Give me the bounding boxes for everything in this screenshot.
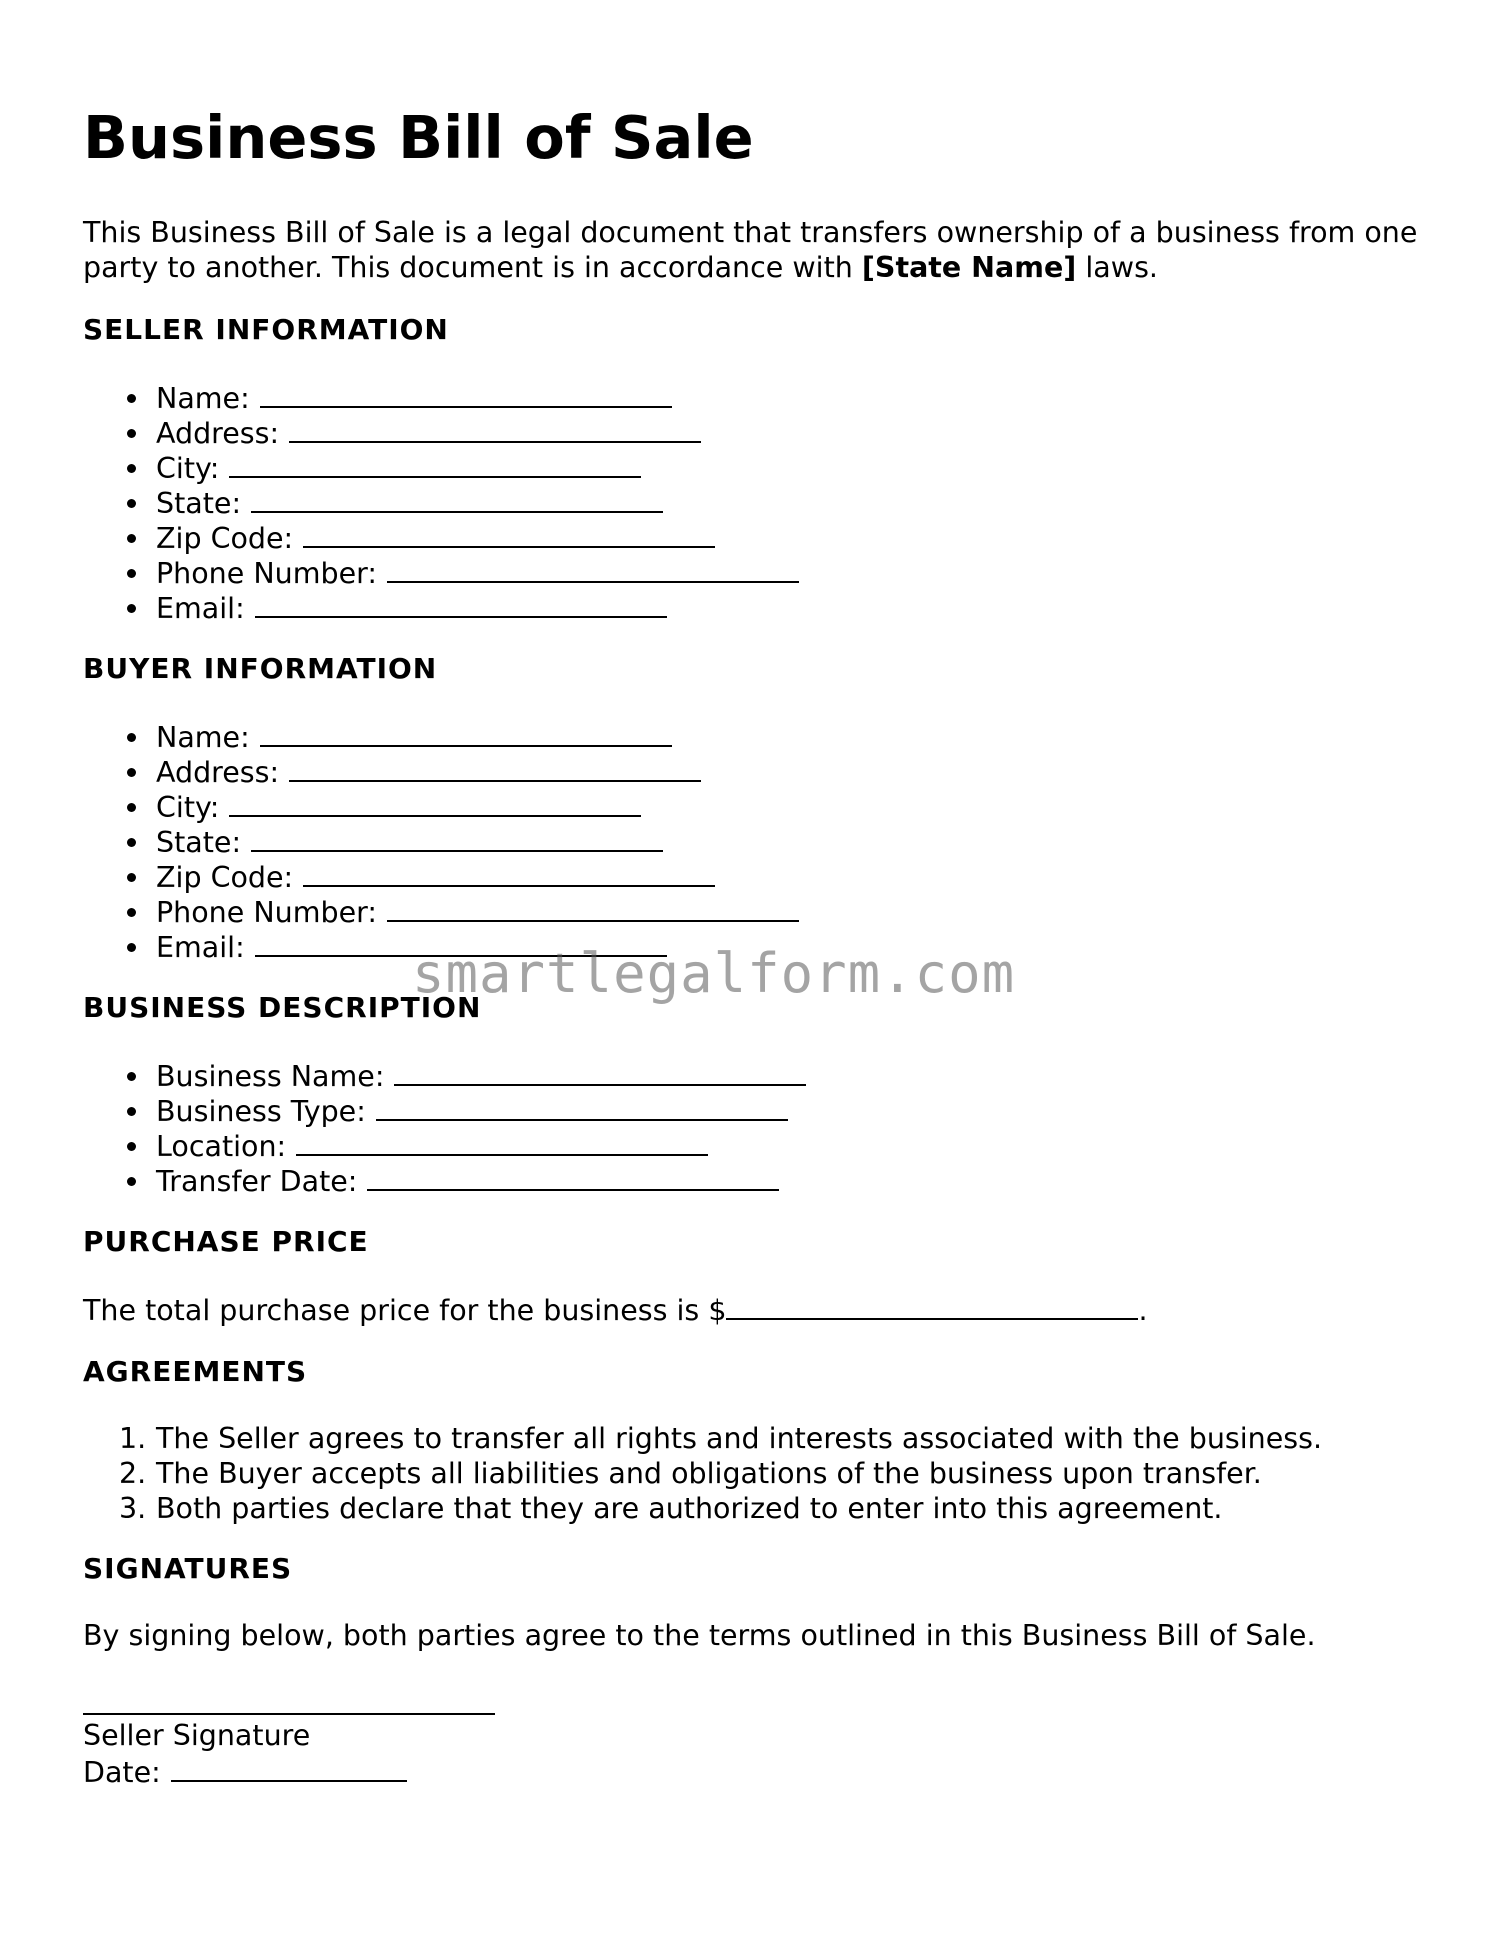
agreement-item: [83, 1421, 1322, 1456]
buyer-name-field[interactable]: [83, 718, 799, 753]
buyer-state-field[interactable]: [83, 823, 799, 858]
signatures-heading: SIGNATURES: [83, 1552, 293, 1585]
field-label: State:: [156, 487, 242, 520]
blank-line[interactable]: [251, 484, 663, 513]
field-label: State:: [156, 826, 242, 859]
signature-date-row: [83, 1753, 407, 1790]
seller-address-field[interactable]: [83, 414, 799, 449]
field-label: Location:: [156, 1130, 287, 1163]
agreement-text: The Seller agrees to transfer all rights and interests associated with the business.: [156, 1422, 1323, 1455]
intro-text-end: laws.: [1076, 251, 1158, 284]
seller-state-field[interactable]: [83, 484, 799, 519]
agreements-list: [83, 1421, 1322, 1526]
field-label: Phone Number:: [156, 896, 377, 929]
purchase-price-blank[interactable]: [726, 1291, 1138, 1320]
field-label: Address:: [156, 417, 280, 450]
purchase-heading: PURCHASE PRICE: [83, 1225, 369, 1258]
blank-line[interactable]: [387, 554, 799, 583]
agreements-heading: AGREEMENTS: [83, 1355, 308, 1388]
agreement-text: Both parties declare that they are authorized to enter into this agreement.: [156, 1492, 1223, 1525]
field-label: Business Name:: [156, 1060, 385, 1093]
purchase-end: .: [1138, 1294, 1148, 1327]
business-fields-list: [83, 1057, 806, 1197]
blank-line[interactable]: [289, 753, 701, 782]
seller-signature-line[interactable]: [83, 1713, 495, 1715]
field-label: Name:: [156, 382, 250, 415]
buyer-city-field[interactable]: [83, 788, 799, 823]
field-label: Phone Number:: [156, 557, 377, 590]
business-heading: BUSINESS DESCRIPTION: [83, 991, 482, 1024]
blank-line[interactable]: [376, 1092, 788, 1121]
blank-line[interactable]: [229, 788, 641, 817]
intro-text-start: This Business Bill of Sale is a legal document that transfers ownership of a business from one party to another. This document is in accordance with: [83, 216, 1418, 284]
seller-city-field[interactable]: [83, 449, 799, 484]
buyer-fields-list: [83, 718, 799, 963]
purchase-price-line: [83, 1291, 1148, 1328]
agreement-number: 3.: [119, 1492, 147, 1525]
buyer-zip-field[interactable]: [83, 858, 799, 893]
field-label: Email:: [156, 931, 245, 964]
blank-line[interactable]: [255, 589, 667, 618]
watermark-text: smartlegalform.com: [412, 942, 1016, 1005]
blank-line[interactable]: [289, 414, 701, 443]
field-label: Zip Code:: [156, 522, 294, 555]
field-label: City:: [156, 791, 220, 824]
buyer-heading: BUYER INFORMATION: [83, 652, 438, 685]
buyer-phone-field[interactable]: [83, 893, 799, 928]
purchase-text: The total purchase price for the business is $: [83, 1294, 727, 1327]
blank-line[interactable]: [229, 449, 641, 478]
blank-line[interactable]: [260, 379, 672, 408]
transfer-date-field[interactable]: [83, 1162, 806, 1197]
field-label: City:: [156, 452, 220, 485]
blank-line[interactable]: [303, 519, 715, 548]
blank-line[interactable]: [251, 823, 663, 852]
seller-zip-field[interactable]: [83, 519, 799, 554]
field-label: Address:: [156, 756, 280, 789]
blank-line[interactable]: [387, 893, 799, 922]
blank-line[interactable]: [303, 858, 715, 887]
buyer-address-field[interactable]: [83, 753, 799, 788]
field-label: Business Type:: [156, 1095, 366, 1128]
field-label: Name:: [156, 721, 250, 754]
seller-signature-label: Seller Signature: [83, 1719, 311, 1752]
signatures-paragraph: By signing below, both parties agree to the terms outlined in this Business Bill of Sale.: [83, 1619, 1316, 1652]
blank-line[interactable]: [394, 1057, 806, 1086]
seller-fields-list: [83, 379, 799, 624]
seller-email-field[interactable]: [83, 589, 799, 624]
state-name-placeholder: [State Name]: [861, 251, 1077, 284]
field-label: Email:: [156, 592, 245, 625]
field-label: Transfer Date:: [156, 1165, 358, 1198]
seller-heading: SELLER INFORMATION: [83, 313, 449, 346]
blank-line[interactable]: [367, 1162, 779, 1191]
field-label: Zip Code:: [156, 861, 294, 894]
agreement-number: 1.: [119, 1422, 147, 1455]
blank-line[interactable]: [296, 1127, 708, 1156]
intro-paragraph: [83, 215, 1423, 285]
seller-phone-field[interactable]: [83, 554, 799, 589]
agreement-item: [83, 1491, 1322, 1526]
date-blank[interactable]: [171, 1753, 407, 1782]
agreement-item: [83, 1456, 1322, 1491]
business-name-field[interactable]: [83, 1057, 806, 1092]
business-type-field[interactable]: [83, 1092, 806, 1127]
business-location-field[interactable]: [83, 1127, 806, 1162]
date-label: Date:: [83, 1756, 161, 1789]
document-title: Business Bill of Sale: [83, 103, 754, 172]
seller-name-field[interactable]: [83, 379, 799, 414]
agreement-text: The Buyer accepts all liabilities and obligations of the business upon transfer.: [156, 1457, 1262, 1490]
blank-line[interactable]: [260, 718, 672, 747]
agreement-number: 2.: [119, 1457, 147, 1490]
